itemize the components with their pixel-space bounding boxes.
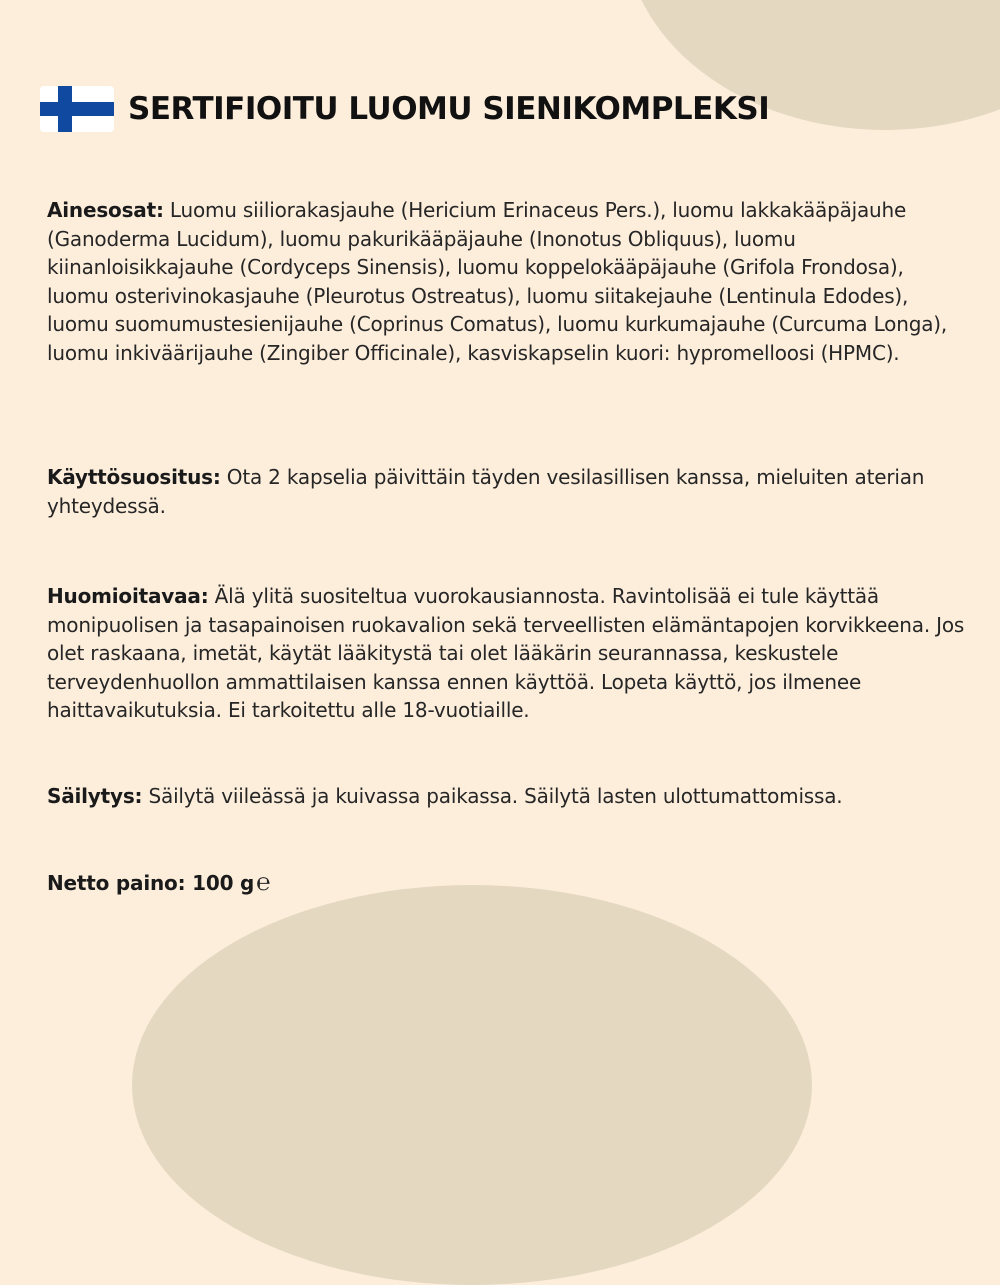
net-weight-section xyxy=(47,868,967,898)
warnings-label: Huomioitavaa: xyxy=(47,584,209,608)
estimated-sign-icon: ℮ xyxy=(256,868,271,896)
warnings-text: Älä ylitä suositeltua vuorokausiannosta. Ravintolisää ei tule käyttää monipuolisen ja tasapainoisen ruokavalion sekä terveellisten elämäntapojen korvikkeena. Jos olet raskaana, imetät, käytät lääkitystä tai olet lääkärin seurannassa, keskustele terveydenhuollon ammattilaisen kanssa ennen käyttöä. Lopeta käyttö, jos ilmenee haittavaikutuksia. Ei tarkoitettu alle 18-vuotiaille. xyxy=(47,584,965,722)
storage-text: Säilytä viileässä ja kuivassa paikassa. Säilytä lasten ulottumattomissa. xyxy=(142,784,843,808)
warnings-section xyxy=(47,582,967,725)
storage-section xyxy=(47,782,967,811)
page-title: SERTIFIOITU LUOMU SIENIKOMPLEKSI xyxy=(128,91,770,127)
storage-label: Säilytys: xyxy=(47,784,143,808)
ingredients-label: Ainesosat: xyxy=(47,198,164,222)
usage-text: Ota 2 kapselia päivittäin täyden vesilasillisen kanssa, mieluiten aterian yhteydessä. xyxy=(47,465,925,518)
usage-label: Käyttösuositus: xyxy=(47,465,221,489)
finnish-flag-icon xyxy=(40,86,114,132)
ingredients-section xyxy=(47,196,967,367)
ingredients-text: Luomu siiliorakasjauhe (Hericium Erinaceus Pers.), luomu lakkakääpäjauhe (Ganoderma Lucidum), luomu pakurikääpäjauhe (Inonotus Obliquus), luomu kiinanloisikkajauhe (Cordyceps Sinensis), luomu koppelokääpäjauhe (Grifola Frondosa), luomu osterivinokasjauhe (Pleurotus Ostreatus), luomu siitakejauhe (Lentinula Edodes), luomu suomumustesienijauhe (Coprinus Comatus), luomu kurkumajauhe (Curcuma Longa), luomu inkiväärijauhe (Zingiber Officinale), kasviskapselin kuori: hypromelloosi (HPMC). xyxy=(47,198,948,365)
usage-section xyxy=(47,463,967,520)
page-header xyxy=(40,86,769,132)
decorative-blob-bottom xyxy=(132,885,812,1285)
net-weight-text: Netto paino: 100 g xyxy=(47,871,255,895)
